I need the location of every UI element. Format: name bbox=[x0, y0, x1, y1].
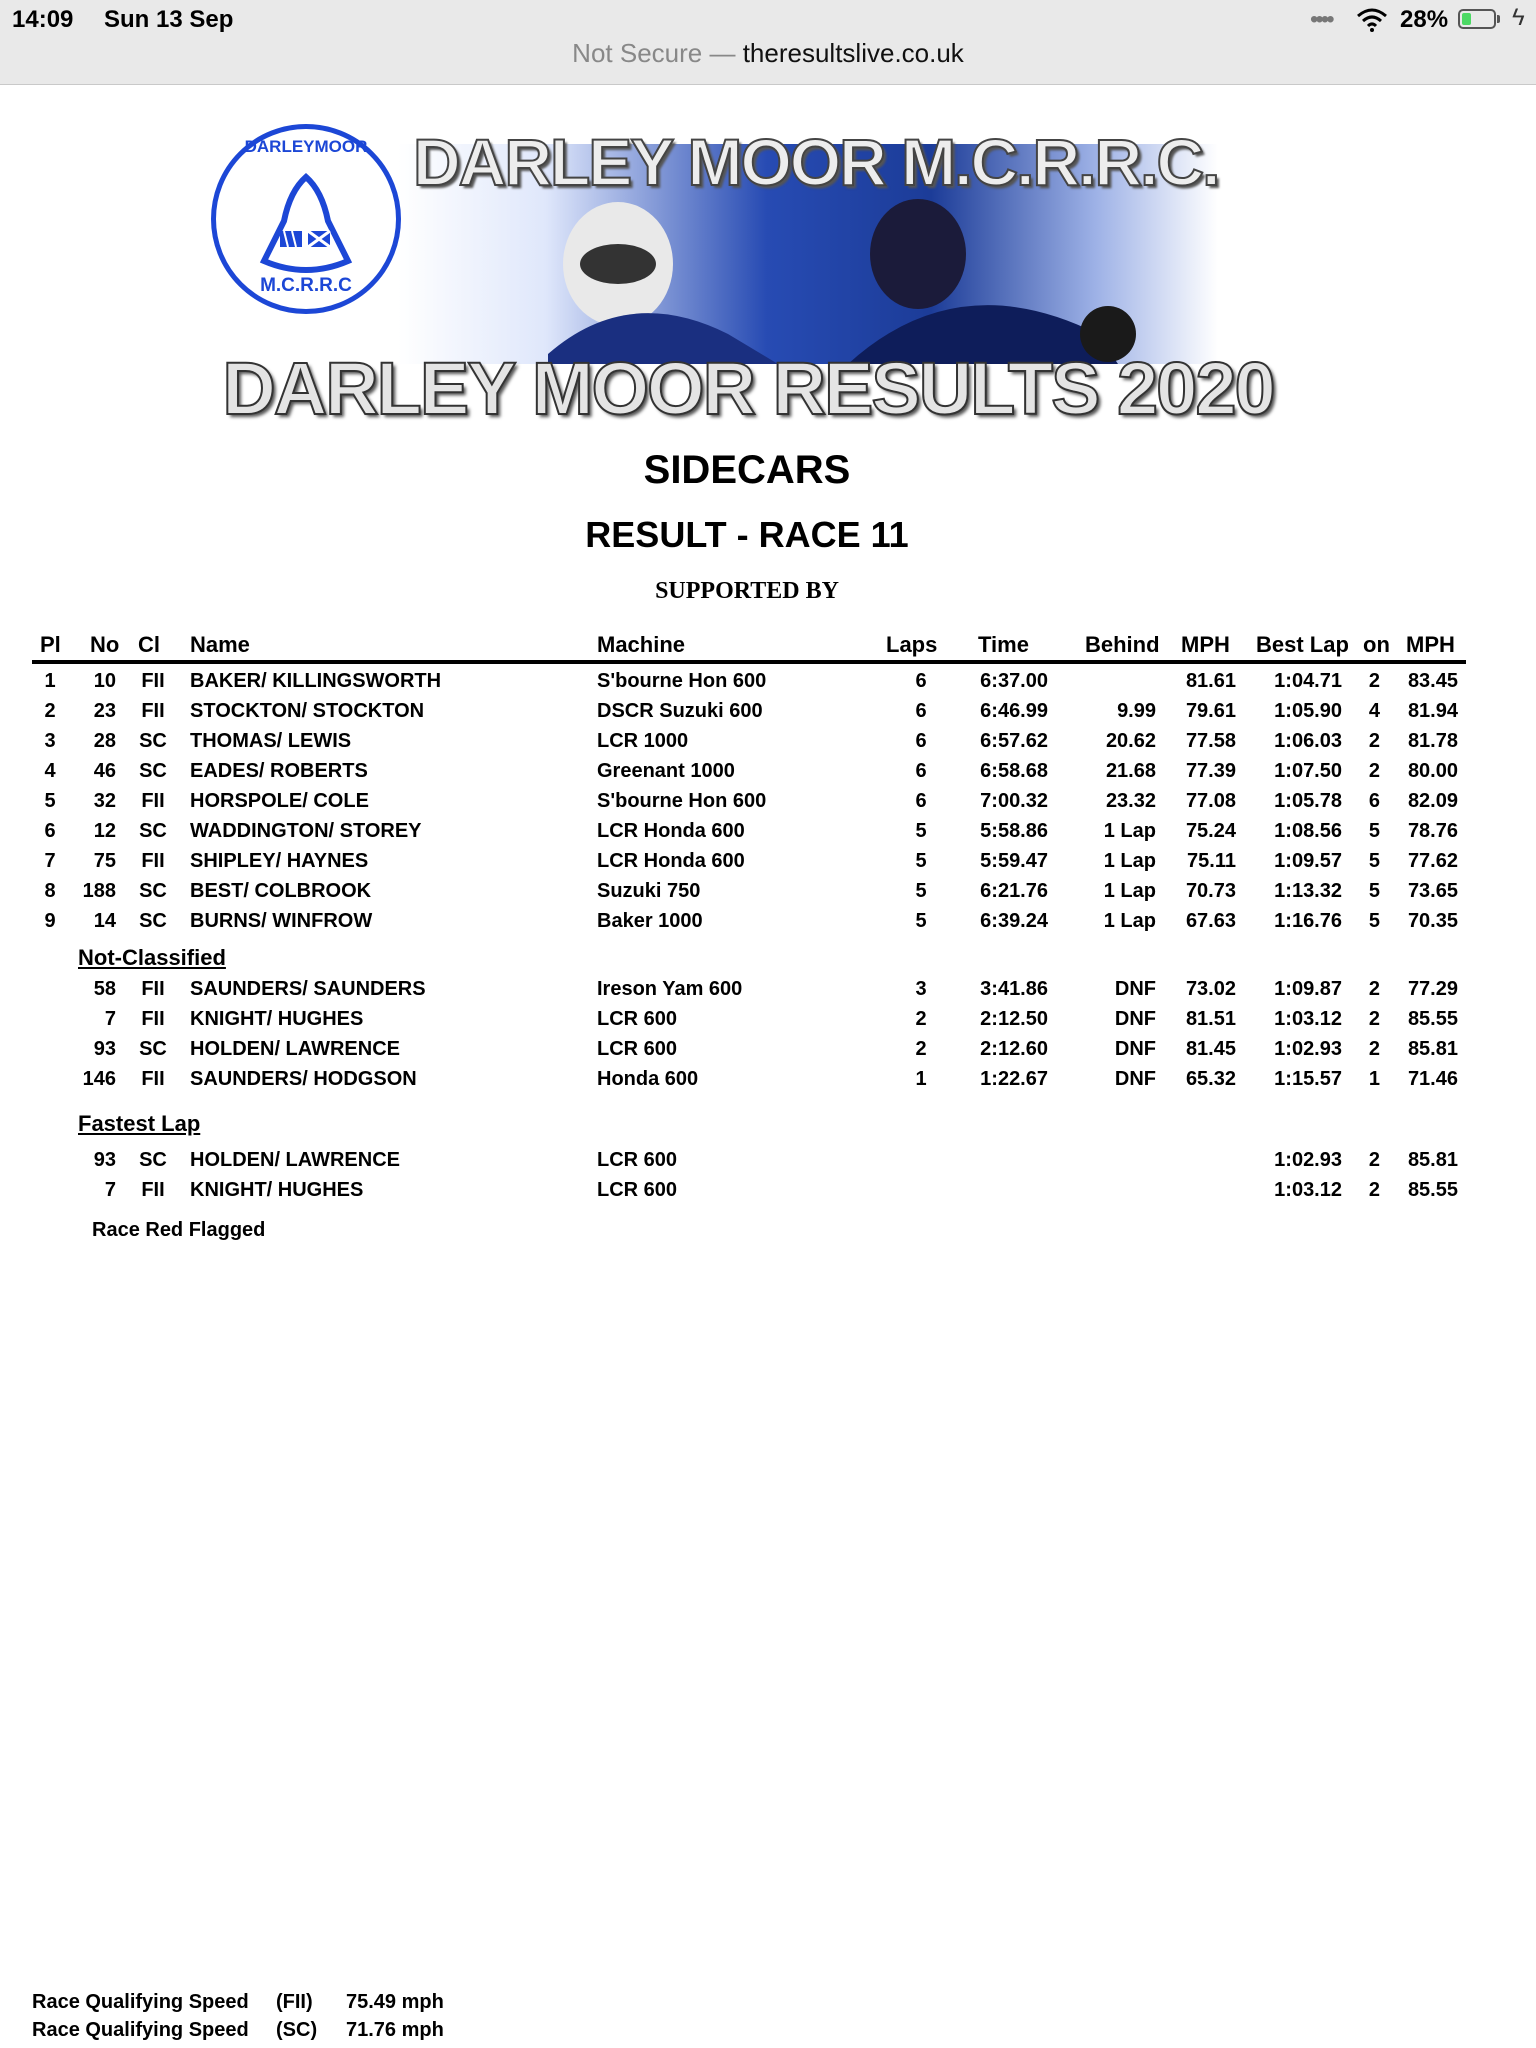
fastest-row-best-lap: 1:03.12 bbox=[1274, 1179, 1342, 1201]
result-row-pl: 4 bbox=[44, 760, 56, 782]
status-bar bbox=[0, 0, 1536, 85]
result-row-best-mph: 77.62 bbox=[1407, 850, 1458, 872]
result-row-time: 7:00.32 bbox=[980, 790, 1048, 812]
result-row-behind: 9.99 bbox=[1117, 700, 1156, 722]
nc-row-cl: FII bbox=[141, 1008, 165, 1030]
result-row-machine: LCR Honda 600 bbox=[597, 820, 745, 842]
result-row-best-lap: 1:04.71 bbox=[1274, 670, 1342, 692]
fastest-row-on: 2 bbox=[1368, 1149, 1380, 1171]
result-row-best-mph: 83.45 bbox=[1407, 670, 1458, 692]
security-label: Not Secure bbox=[572, 38, 703, 68]
result-row-machine: S'bourne Hon 600 bbox=[597, 790, 767, 812]
result-row-best-mph: 81.78 bbox=[1407, 730, 1458, 752]
fastest-row-machine: LCR 600 bbox=[597, 1179, 678, 1201]
nc-row-behind: DNF bbox=[1114, 1008, 1156, 1030]
result-row-on: 5 bbox=[1368, 820, 1380, 842]
fastest-row-cl: SC bbox=[139, 1149, 167, 1171]
nc-row-mph: 65.32 bbox=[1185, 1068, 1236, 1090]
result-row-time: 6:57.62 bbox=[980, 730, 1048, 752]
nc-row-on: 2 bbox=[1368, 1038, 1380, 1060]
fastest-row-name: HOLDEN/ LAWRENCE bbox=[190, 1149, 400, 1171]
result-row-best-mph: 70.35 bbox=[1407, 910, 1458, 932]
result-row-cl: FII bbox=[141, 700, 165, 722]
qualifying-class: (SC) bbox=[276, 2019, 318, 2041]
result-row-best-lap: 1:05.90 bbox=[1274, 700, 1342, 722]
nc-row-behind: DNF bbox=[1114, 1068, 1156, 1090]
race-note: Race Red Flagged bbox=[92, 1219, 266, 1241]
result-row-pl: 2 bbox=[44, 700, 56, 722]
result-row-on: 5 bbox=[1368, 910, 1380, 932]
result-row-best-mph: 73.65 bbox=[1407, 880, 1458, 902]
result-row-time: 6:58.68 bbox=[980, 760, 1048, 782]
result-row-time: 6:46.99 bbox=[980, 700, 1048, 722]
col-header-pl: Pl bbox=[40, 632, 61, 657]
fastest-row-cl: FII bbox=[141, 1179, 165, 1201]
result-row-behind: 1 Lap bbox=[1103, 910, 1156, 932]
wifi-icon bbox=[1356, 8, 1388, 32]
fastest-row-no: 7 bbox=[104, 1179, 116, 1201]
nc-row-laps: 2 bbox=[915, 1008, 927, 1030]
result-row-mph: 77.39 bbox=[1185, 760, 1236, 782]
result-row-laps: 6 bbox=[915, 760, 927, 782]
result-row-laps: 6 bbox=[915, 730, 927, 752]
class-heading: SIDECARS bbox=[643, 448, 851, 492]
result-row-on: 6 bbox=[1368, 790, 1380, 812]
nc-row-best-mph: 85.55 bbox=[1407, 1008, 1458, 1030]
result-row-pl: 3 bbox=[44, 730, 56, 752]
result-row-best-lap: 1:13.32 bbox=[1274, 880, 1342, 902]
result-row-laps: 5 bbox=[915, 910, 927, 932]
col-header-laps: Laps bbox=[886, 632, 938, 657]
result-row-mph: 81.61 bbox=[1185, 670, 1236, 692]
result-row-pl: 9 bbox=[44, 910, 56, 932]
fastest-row-best-lap: 1:02.93 bbox=[1274, 1149, 1342, 1171]
result-row-cl: FII bbox=[141, 790, 165, 812]
result-row-on: 2 bbox=[1368, 730, 1380, 752]
fastest-row-best-mph: 85.55 bbox=[1407, 1179, 1458, 1201]
col-header-mph: MPH bbox=[1181, 632, 1230, 657]
result-row-name: BEST/ COLBROOK bbox=[190, 880, 372, 902]
col-header-no: No bbox=[90, 632, 120, 657]
nc-row-best-mph: 71.46 bbox=[1407, 1068, 1458, 1090]
address-separator: — bbox=[702, 38, 743, 68]
result-row-no: 12 bbox=[93, 820, 116, 842]
logo-bottom-text: M.C.R.R.C bbox=[260, 275, 352, 296]
charging-bolt-icon: ϟ bbox=[1512, 4, 1525, 31]
result-row-no: 28 bbox=[93, 730, 116, 752]
result-row-best-lap: 1:06.03 bbox=[1274, 730, 1342, 752]
status-date: Sun 13 Sep bbox=[104, 6, 234, 33]
cellular-dots-icon: •••• bbox=[1310, 6, 1332, 33]
logo-top-text: DARLEYMOOR bbox=[244, 137, 368, 156]
result-row-cl: SC bbox=[139, 730, 167, 752]
not-classified-heading: Not-Classified bbox=[78, 945, 226, 970]
battery-tip bbox=[1497, 15, 1500, 23]
nc-row-no: 93 bbox=[93, 1038, 116, 1060]
result-row-pl: 8 bbox=[44, 880, 56, 902]
col-header-time: Time bbox=[978, 632, 1029, 657]
result-row-pl: 5 bbox=[44, 790, 56, 812]
nc-row-best-lap: 1:09.87 bbox=[1274, 978, 1342, 1000]
col-header-behind: Behind bbox=[1085, 632, 1160, 657]
result-row-laps: 6 bbox=[915, 700, 927, 722]
qualifying-class: (FII) bbox=[276, 1991, 313, 2013]
nc-row-best-lap: 1:02.93 bbox=[1274, 1038, 1342, 1060]
fastest-row-name: KNIGHT/ HUGHES bbox=[190, 1179, 364, 1201]
result-row-name: THOMAS/ LEWIS bbox=[190, 730, 352, 752]
nc-row-time: 3:41.86 bbox=[980, 978, 1048, 1000]
nc-row-name: KNIGHT/ HUGHES bbox=[190, 1008, 364, 1030]
address-bar[interactable] bbox=[0, 38, 1536, 69]
race-heading: RESULT - RACE 11 bbox=[585, 514, 909, 555]
result-row-no: 23 bbox=[93, 700, 116, 722]
result-row-machine: LCR Honda 600 bbox=[597, 850, 745, 872]
nc-row-laps: 1 bbox=[915, 1068, 927, 1090]
fastest-row-machine: LCR 600 bbox=[597, 1149, 678, 1171]
result-row-mph: 75.11 bbox=[1187, 850, 1236, 872]
address-domain: theresultslive.co.uk bbox=[742, 38, 964, 68]
result-row-machine: Greenant 1000 bbox=[597, 760, 735, 782]
nc-row-mph: 73.02 bbox=[1185, 978, 1236, 1000]
result-row-on: 5 bbox=[1368, 880, 1380, 902]
result-row-name: STOCKTON/ STOCKTON bbox=[190, 700, 425, 722]
result-row-time: 6:39.24 bbox=[980, 910, 1048, 932]
result-row-time: 6:21.76 bbox=[980, 880, 1048, 902]
battery-percent: 28% bbox=[1400, 6, 1449, 33]
nc-row-mph: 81.45 bbox=[1185, 1038, 1236, 1060]
flags-hill-icon bbox=[254, 171, 358, 275]
result-row-machine: Suzuki 750 bbox=[597, 880, 701, 902]
nc-row-best-mph: 85.81 bbox=[1407, 1038, 1458, 1060]
nc-row-name: HOLDEN/ LAWRENCE bbox=[190, 1038, 400, 1060]
result-row-behind: 1 Lap bbox=[1103, 850, 1156, 872]
result-row-on: 2 bbox=[1368, 760, 1380, 782]
result-row-machine: DSCR Suzuki 600 bbox=[597, 700, 763, 722]
result-row-mph: 70.73 bbox=[1185, 880, 1236, 902]
nc-row-cl: FII bbox=[141, 1068, 165, 1090]
result-row-laps: 6 bbox=[915, 670, 927, 692]
club-logo bbox=[211, 124, 401, 314]
result-row-time: 6:37.00 bbox=[980, 670, 1048, 692]
result-row-no: 10 bbox=[93, 670, 116, 692]
nc-row-time: 1:22.67 bbox=[980, 1068, 1048, 1090]
col-header-best-lap: Best Lap bbox=[1256, 632, 1349, 657]
header-banner bbox=[208, 124, 1288, 430]
qualifying-speed: 71.76 mph bbox=[346, 2019, 444, 2041]
result-row-pl: 7 bbox=[44, 850, 56, 872]
result-row-mph: 67.63 bbox=[1185, 910, 1236, 932]
result-row-name: BURNS/ WINFROW bbox=[190, 910, 373, 932]
result-row-behind: 20.62 bbox=[1105, 730, 1156, 752]
result-row-cl: FII bbox=[141, 850, 165, 872]
result-row-best-lap: 1:16.76 bbox=[1274, 910, 1342, 932]
result-row-best-lap: 1:08.56 bbox=[1274, 820, 1342, 842]
nc-row-behind: DNF bbox=[1114, 978, 1156, 1000]
result-row-laps: 5 bbox=[915, 820, 927, 842]
result-row-time: 5:58.86 bbox=[980, 820, 1048, 842]
result-row-cl: SC bbox=[139, 880, 167, 902]
result-row-no: 188 bbox=[82, 880, 116, 902]
banner-title: DARLEY MOOR M.C.R.R.C. bbox=[413, 125, 1219, 199]
fastest-row-no: 93 bbox=[93, 1149, 116, 1171]
nc-row-cl: FII bbox=[141, 978, 165, 1000]
result-row-machine: S'bourne Hon 600 bbox=[597, 670, 767, 692]
nc-row-laps: 2 bbox=[915, 1038, 927, 1060]
result-row-time: 5:59.47 bbox=[980, 850, 1048, 872]
result-row-machine: LCR 1000 bbox=[597, 730, 689, 752]
result-row-pl: 1 bbox=[44, 670, 56, 692]
result-row-best-lap: 1:05.78 bbox=[1274, 790, 1342, 812]
nc-row-best-lap: 1:15.57 bbox=[1274, 1068, 1342, 1090]
nc-row-best-mph: 77.29 bbox=[1407, 978, 1458, 1000]
result-row-pl: 6 bbox=[44, 820, 56, 842]
qualifying-label: Race Qualifying Speed bbox=[32, 2019, 249, 2041]
result-row-laps: 5 bbox=[915, 880, 927, 902]
fastest-row-on: 2 bbox=[1368, 1179, 1380, 1201]
result-row-name: WADDINGTON/ STOREY bbox=[190, 820, 422, 842]
result-row-best-mph: 82.09 bbox=[1407, 790, 1458, 812]
result-row-best-mph: 78.76 bbox=[1407, 820, 1458, 842]
result-row-no: 75 bbox=[93, 850, 116, 872]
result-row-best-lap: 1:09.57 bbox=[1274, 850, 1342, 872]
result-row-name: BAKER/ KILLINGSWORTH bbox=[190, 670, 442, 692]
nc-row-time: 2:12.60 bbox=[980, 1038, 1048, 1060]
result-row-name: EADES/ ROBERTS bbox=[190, 760, 368, 782]
nc-row-behind: DNF bbox=[1114, 1038, 1156, 1060]
result-row-no: 14 bbox=[93, 910, 116, 932]
result-row-on: 4 bbox=[1368, 700, 1380, 722]
result-row-name: SHIPLEY/ HAYNES bbox=[190, 850, 369, 872]
qualifying-speed: 75.49 mph bbox=[346, 1991, 444, 2013]
result-row-machine: Baker 1000 bbox=[597, 910, 703, 932]
nc-row-name: SAUNDERS/ HODGSON bbox=[190, 1068, 417, 1090]
col-header-best-mph: MPH bbox=[1406, 632, 1455, 657]
result-row-best-lap: 1:07.50 bbox=[1274, 760, 1342, 782]
battery-icon bbox=[1458, 9, 1496, 29]
col-header-on: on bbox=[1363, 632, 1390, 657]
nc-row-best-lap: 1:03.12 bbox=[1274, 1008, 1342, 1030]
nc-row-machine: Ireson Yam 600 bbox=[597, 978, 743, 1000]
qualifying-label: Race Qualifying Speed bbox=[32, 1991, 249, 2013]
banner-subtitle: DARLEY MOOR RESULTS 2020 bbox=[222, 347, 1274, 430]
result-row-on: 5 bbox=[1368, 850, 1380, 872]
nc-row-on: 2 bbox=[1368, 1008, 1380, 1030]
nc-row-no: 146 bbox=[82, 1068, 116, 1090]
result-row-behind: 23.32 bbox=[1105, 790, 1156, 812]
col-header-machine: Machine bbox=[597, 632, 686, 657]
nc-row-machine: Honda 600 bbox=[597, 1068, 699, 1090]
result-row-cl: SC bbox=[139, 910, 167, 932]
result-row-mph: 79.61 bbox=[1185, 700, 1236, 722]
supported-by-heading: SUPPORTED BY bbox=[655, 578, 839, 604]
col-header-name: Name bbox=[190, 632, 250, 657]
nc-row-on: 2 bbox=[1368, 978, 1380, 1000]
result-row-behind: 21.68 bbox=[1105, 760, 1156, 782]
result-row-mph: 75.24 bbox=[1185, 820, 1236, 842]
result-row-behind: 1 Lap bbox=[1103, 820, 1156, 842]
result-row-cl: SC bbox=[139, 760, 167, 782]
result-row-cl: SC bbox=[139, 820, 167, 842]
col-header-cl: Cl bbox=[138, 632, 160, 657]
nc-row-on: 1 bbox=[1368, 1068, 1380, 1090]
fastest-row-best-mph: 85.81 bbox=[1407, 1149, 1458, 1171]
result-row-best-mph: 81.94 bbox=[1407, 700, 1458, 722]
result-row-laps: 6 bbox=[915, 790, 927, 812]
nc-row-mph: 81.51 bbox=[1185, 1008, 1236, 1030]
result-row-on: 2 bbox=[1368, 670, 1380, 692]
status-time: 14:09 bbox=[12, 6, 74, 33]
result-row-mph: 77.08 bbox=[1185, 790, 1236, 812]
result-row-name: HORSPOLE/ COLE bbox=[190, 790, 369, 812]
nc-row-no: 7 bbox=[104, 1008, 116, 1030]
header-rule bbox=[32, 660, 1466, 664]
nc-row-name: SAUNDERS/ SAUNDERS bbox=[190, 978, 426, 1000]
result-row-no: 46 bbox=[93, 760, 116, 782]
result-row-laps: 5 bbox=[915, 850, 927, 872]
nc-row-laps: 3 bbox=[915, 978, 927, 1000]
result-row-cl: FII bbox=[141, 670, 165, 692]
result-row-no: 32 bbox=[93, 790, 116, 812]
nc-row-no: 58 bbox=[93, 978, 116, 1000]
nc-row-time: 2:12.50 bbox=[980, 1008, 1048, 1030]
nc-row-cl: SC bbox=[139, 1038, 167, 1060]
result-row-behind: 1 Lap bbox=[1103, 880, 1156, 902]
result-row-best-mph: 80.00 bbox=[1407, 760, 1458, 782]
fastest-lap-heading: Fastest Lap bbox=[78, 1111, 201, 1136]
nc-row-machine: LCR 600 bbox=[597, 1038, 678, 1060]
nc-row-machine: LCR 600 bbox=[597, 1008, 678, 1030]
result-row-mph: 77.58 bbox=[1185, 730, 1236, 752]
